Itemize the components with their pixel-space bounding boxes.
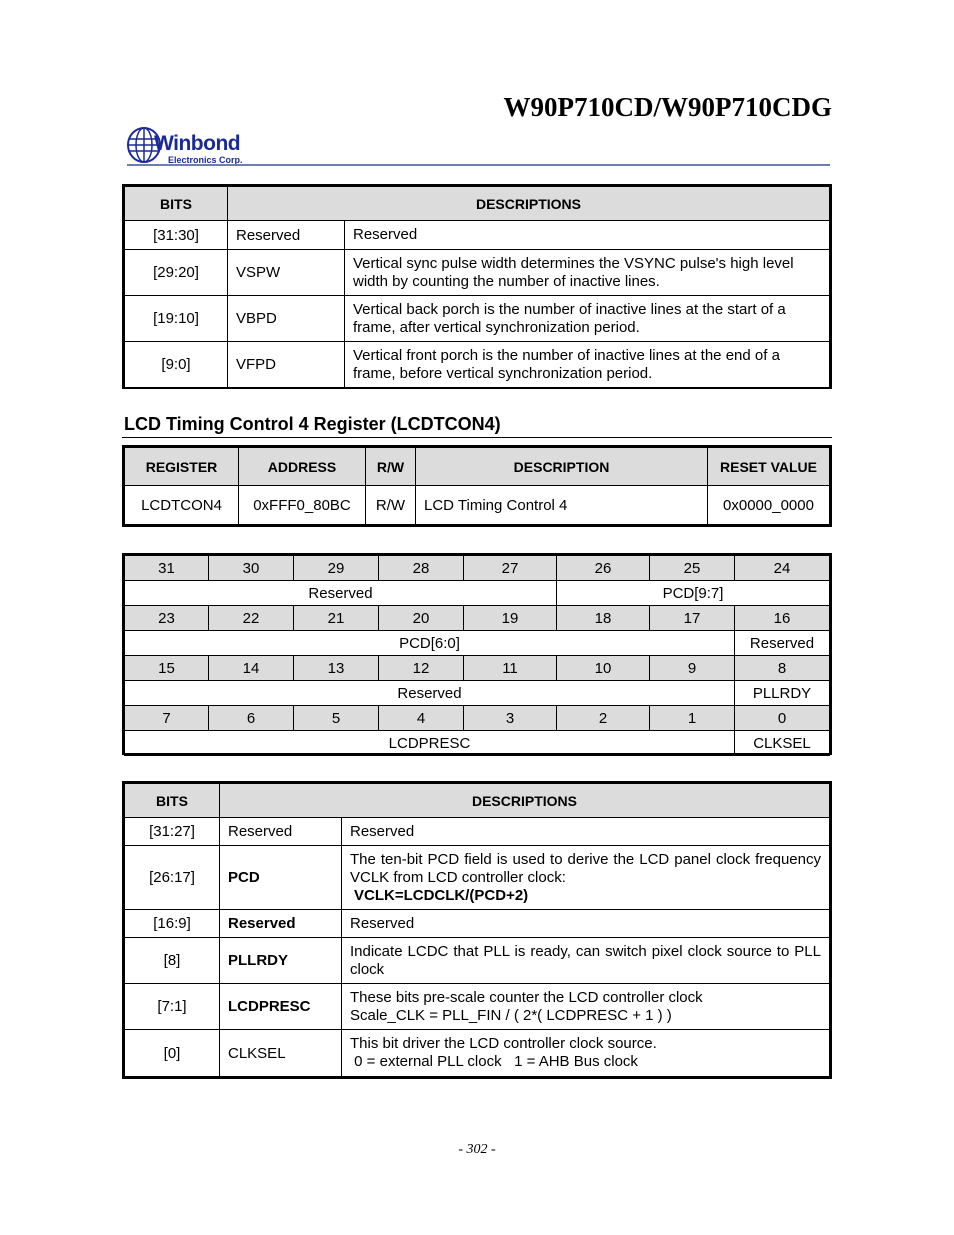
bit-number: 21 (294, 606, 379, 631)
header-bits: BITS (125, 187, 228, 221)
bit-number: 11 (464, 656, 557, 681)
bits-cell: [31:30] (125, 221, 228, 250)
header-divider (127, 164, 830, 166)
bits-cell: [0] (125, 1030, 220, 1077)
header-description: DESCRIPTION (416, 448, 708, 486)
bit-number: 17 (650, 606, 735, 631)
formula-text: VCLK=LCDCLK/(PCD+2) (354, 886, 529, 904)
bit-number: 12 (379, 656, 464, 681)
table-header-row (125, 784, 830, 818)
field-name-cell: PLLRDY (220, 938, 342, 984)
bit-number-row (125, 656, 830, 681)
field-name-cell: Reserved (220, 818, 342, 846)
description-cell: Vertical sync pulse width determines the VSYNC pulse's high level width by counting the number of inactive lines. (345, 250, 830, 296)
bit-number: 16 (735, 606, 830, 631)
bit-number-row (125, 706, 830, 731)
bit-number: 10 (557, 656, 650, 681)
field-name-cell: PCD (220, 846, 342, 910)
header-address: ADDRESS (239, 448, 366, 486)
bits-cell: [19:10] (125, 296, 228, 342)
bits-cell: [9:0] (125, 342, 228, 388)
bit-number: 30 (209, 556, 294, 581)
bit-field: Reserved (125, 681, 735, 706)
bit-number: 3 (464, 706, 557, 731)
description-cell: Indicate LCDC that PLL is ready, can switch pixel clock source to PLL clock (342, 938, 830, 984)
bit-number: 20 (379, 606, 464, 631)
header-reset-value: RESET VALUE (708, 448, 830, 486)
section-heading: LCD Timing Control 4 Register (LCDTCON4) (124, 414, 501, 434)
header-rw: R/W (366, 448, 416, 486)
page-number: - 302 - (458, 1142, 496, 1157)
logo-wordmark: Winbond (154, 132, 241, 155)
field-name-cell: Reserved (220, 910, 342, 938)
bit-number: 8 (735, 656, 830, 681)
option-text: 0 = external PLL clock 1 = AHB Bus clock (350, 1053, 638, 1070)
bit-field: PCD[9:7] (557, 581, 830, 606)
bit-number: 25 (650, 556, 735, 581)
bits-cell: [26:17] (125, 846, 220, 910)
bits-cell: [16:9] (125, 910, 220, 938)
bit-number: 5 (294, 706, 379, 731)
field-name-cell: VBPD (228, 296, 345, 342)
field-name-cell: VSPW (228, 250, 345, 296)
bit-field: PCD[6:0] (125, 631, 735, 656)
bit-number: 18 (557, 606, 650, 631)
description-cell: LCD Timing Control 4 (416, 486, 708, 525)
bit-field-row (125, 731, 830, 756)
bit-number: 19 (464, 606, 557, 631)
description-cell: Reserved (345, 221, 830, 250)
table-row (125, 221, 830, 250)
table-row (125, 250, 830, 296)
document-title: W90P710CD/W90P710CDG (503, 92, 832, 122)
field-name-cell: LCDPRESC (220, 984, 342, 1030)
bit-number: 24 (735, 556, 830, 581)
header-descriptions: DESCRIPTIONS (228, 187, 830, 221)
bit-number: 0 (735, 706, 830, 731)
bit-field: CLKSEL (735, 731, 830, 756)
description-cell: Reserved (342, 910, 830, 938)
table-row (125, 910, 830, 938)
bit-field-row (125, 581, 830, 606)
description-cell: Vertical back porch is the number of inactive lines at the start of a frame, after vertical synchronization period. (345, 296, 830, 342)
table-row (125, 846, 830, 910)
bit-number: 29 (294, 556, 379, 581)
field-name-cell: VFPD (228, 342, 345, 388)
table-header-row (125, 448, 830, 486)
bit-number: 9 (650, 656, 735, 681)
bit-number: 6 (209, 706, 294, 731)
bit-number: 2 (557, 706, 650, 731)
section-divider (122, 437, 832, 438)
header-descriptions: DESCRIPTIONS (220, 784, 830, 818)
bit-field: Reserved (735, 631, 830, 656)
register-name-cell: LCDTCON4 (125, 486, 239, 525)
bit-field: Reserved (125, 581, 557, 606)
winbond-logo (127, 126, 327, 166)
bits-cell: [31:27] (125, 818, 220, 846)
description-cell: Reserved (342, 818, 830, 846)
bit-number: 23 (125, 606, 209, 631)
description-cell: Vertical front porch is the number of inactive lines at the end of a frame, before vertical synchronization period. (345, 342, 830, 388)
bit-field: LCDPRESC (125, 731, 735, 756)
register-bitmap-table (124, 555, 830, 756)
bit-number: 27 (464, 556, 557, 581)
bits-cell: [8] (125, 938, 220, 984)
table-row (125, 342, 830, 388)
header-bits: BITS (125, 784, 220, 818)
bit-number: 1 (650, 706, 735, 731)
table-row (125, 296, 830, 342)
bit-number: 14 (209, 656, 294, 681)
bit-number: 4 (379, 706, 464, 731)
bit-field: PLLRDY (735, 681, 830, 706)
address-cell: 0xFFF0_80BC (239, 486, 366, 525)
table-row (125, 1030, 830, 1077)
register-table (124, 447, 830, 525)
bit-number-row (125, 556, 830, 581)
table-row (125, 984, 830, 1030)
table-header-row (125, 187, 830, 221)
description-text: These bits pre-scale counter the LCD controller clock (350, 988, 703, 1006)
bits-cell: [7:1] (125, 984, 220, 1030)
bit-number: 28 (379, 556, 464, 581)
description-text: This bit driver the LCD controller clock source. (350, 1035, 657, 1052)
field-name-cell: Reserved (228, 221, 345, 250)
bit-field-row (125, 681, 830, 706)
description-cell (342, 984, 830, 1030)
bit-number: 13 (294, 656, 379, 681)
bit-number: 22 (209, 606, 294, 631)
bit-field-row (125, 631, 830, 656)
logo-subtext: Electronics Corp. (168, 155, 243, 165)
table-row (125, 938, 830, 984)
bits-description-table-1 (124, 186, 830, 388)
table-row (125, 486, 830, 525)
description-text: The ten-bit PCD field is used to derive the LCD panel clock frequency VCLK from LCD controller clock: (350, 850, 821, 886)
bit-number: 31 (125, 556, 209, 581)
formula-text: Scale_CLK = PLL_FIN / ( 2*( LCDPRESC + 1 ) ) (350, 1006, 672, 1024)
table-row (125, 818, 830, 846)
bit-number: 7 (125, 706, 209, 731)
reset-value-cell: 0x0000_0000 (708, 486, 830, 525)
description-cell (342, 846, 830, 910)
rw-cell: R/W (366, 486, 416, 525)
bits-cell: [29:20] (125, 250, 228, 296)
bit-number-row (125, 606, 830, 631)
bit-number: 15 (125, 656, 209, 681)
field-name-cell: CLKSEL (220, 1030, 342, 1077)
bit-number: 26 (557, 556, 650, 581)
header-register: REGISTER (125, 448, 239, 486)
description-cell (342, 1030, 830, 1077)
bits-description-table-2 (124, 783, 830, 1077)
